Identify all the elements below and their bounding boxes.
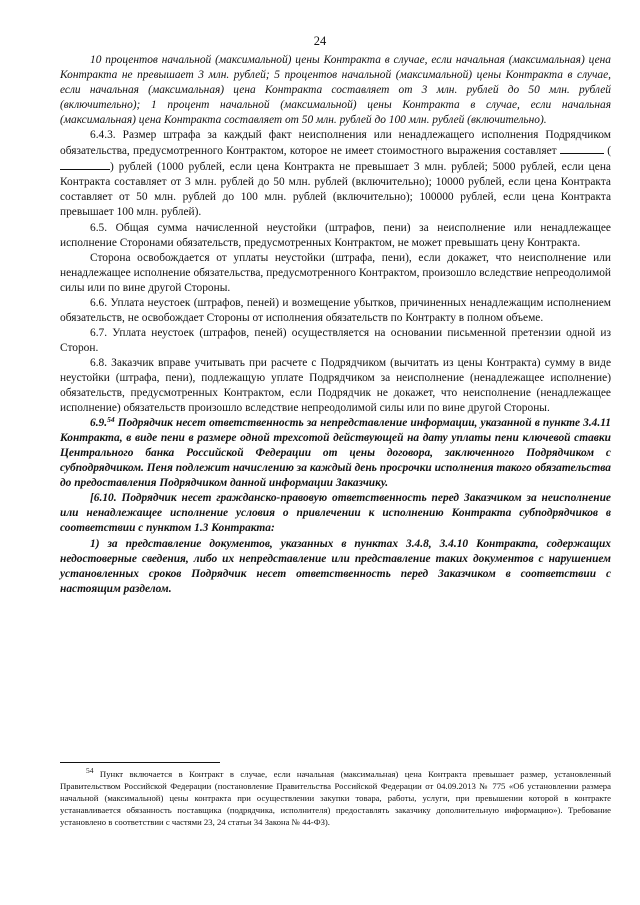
paragraph-6-8: 6.8. Заказчик вправе учитывать при расчете с Подрядчиком (вычитать из цены Контракта) сумму в виде неустойки (штрафа, пени), подлежащую уплате Подрядчиком за неисполнение (ненадлежащее исполнение) обязательств, предусмотренных Контрактом, если Подрядчик не докажет, что неисполнение (ненадлежащее исполнение) обязательств произошло вследствие непреодолимой силы или по вине другой Стороны. bbox=[60, 356, 611, 415]
footnote-marker: 54 bbox=[86, 766, 94, 775]
document-body bbox=[60, 53, 611, 597]
paragraph-6-7: 6.7. Уплата неустоек (штрафов, пеней) осуществляется на основании письменной претензии одной из Сторон. bbox=[60, 326, 611, 354]
paragraph-6-5: 6.5. Общая сумма начисленной неустойки (штрафов, пени) за неисполнение или ненадлежащее исполнение Сторонами обязательств, предусмотренных Контрактом, не может превышать цену Контракта. bbox=[60, 221, 611, 249]
fine-amount-words-blank bbox=[60, 159, 110, 170]
footnote-text: Пункт включается в Контракт в случае, если начальная (максимальная) цена Контракта превышает размер, установленный Правительством Российской Федерации (постановление Правительства Российской Федерации от 04.09.2013 № 775 «Об установлении размера начальной (максимальной) цены контракта при осуществлении закупки товара, работы, услуги, при превышении которой в контракте устанавливается обязанность поставщика (подрядчика, исполнителя) предоставлять заказчику дополнительную информацию»). Требование установлено в соответствии с частями 23, 24 статьи 34 Закона № 44-ФЗ). bbox=[60, 769, 611, 828]
paragraph-penalty-percentages: 10 процентов начальной (максимальной) цены Контракта в случае, если начальная (максимальная) цена Контракта не превышает 3 млн. рублей; 5 процентов начальной (максимальной) цены Контракта в случае, если начальная (максимальная) цена Контракта составляет от 3 млн. рублей до 50 млн. рублей (включительно); 1 процент начальной (максимальной) цены Контракта в случае, если начальная (максимальная) цена Контракта составляет от 50 млн. рублей до 100 млн. рублей (включительно). bbox=[60, 54, 611, 127]
paragraph-6-4-3-text-c: ) рублей (1000 рублей, если цена Контракта не превышает 3 млн. рублей; 5000 рублей, если цена Контракта составляет от 3 млн. рублей до 50 млн. рублей (включительно); 10000 рублей, если цена Контракта составляет от 50 млн. рублей до 100 млн. рублей (включительно); 100000 рублей, если цена Контракта превышает 100 млн. рублей). bbox=[60, 161, 611, 219]
fine-amount-blank bbox=[560, 143, 604, 154]
paragraph-force-majeure: Сторона освобождается от уплаты неустойки (штрафа, пени), если докажет, что неисполнение или ненадлежащее исполнение обязательства, предусмотренного Контрактом, произошло вследствие непреодолимой силы или по вине другой Стороны. bbox=[60, 251, 611, 294]
paragraph-6-6: 6.6. Уплата неустоек (штрафов, пеней) и возмещение убытков, причиненных ненадлежащим исполнением обязательств, не освобождает Стороны от исполнения обязательств по Контракту в полном объеме. bbox=[60, 296, 611, 324]
paragraph-6-4-3 bbox=[60, 128, 611, 220]
paragraph-6-9 bbox=[60, 416, 611, 491]
footnote-54 bbox=[60, 768, 611, 828]
footnote-divider bbox=[60, 762, 220, 763]
paren-open: ( bbox=[607, 145, 611, 158]
paragraph-6-9-text: Подрядчик несет ответственность за непредставление информации, указанной в пункте 3.4.11 Контракта, в виде пени в размере одной трехсотой действующей на дату уплаты пени ключевой ставки Центрального банка Российской Федерации от цены договора, заключенного Подрядчиком с субподрядчиком. Пеня подлежит начислению за каждый день просрочки исполнения такого обязательства до предоставления Подрядчиком данной информации Заказчику. bbox=[60, 417, 611, 490]
paragraph-6-4-3-text-a: 6.4.3. Размер штрафа за каждый факт неисполнения или ненадлежащего исполнения Подрядчиком обязательства, предусмотренного Контрактом, которое не имеет стоимостного выражения составляет bbox=[60, 129, 611, 158]
footnote-ref-54[interactable]: 54 bbox=[107, 415, 115, 425]
page-number: 24 bbox=[313, 34, 327, 48]
paragraph-6-9-number: 6.9. bbox=[90, 417, 108, 430]
paragraph-6-10: [6.10. Подрядчик несет гражданско-правовую ответственность перед Заказчиком за неисполнение или ненадлежащее исполнение условия о привлечении к исполнению Контракта субподрядчиков в соответствии с пунктом 1.3 Контракта: bbox=[60, 492, 611, 535]
paragraph-6-10-item-1: 1) за представление документов, указанных в пунктах 3.4.8, 3.4.10 Контракта, содержащих недостоверные сведения, либо их непредставление или представление таких документов с нарушением установленных сроков Подрядчик несет ответственность перед Заказчиком в соответствии с настоящим разделом. bbox=[60, 537, 611, 595]
